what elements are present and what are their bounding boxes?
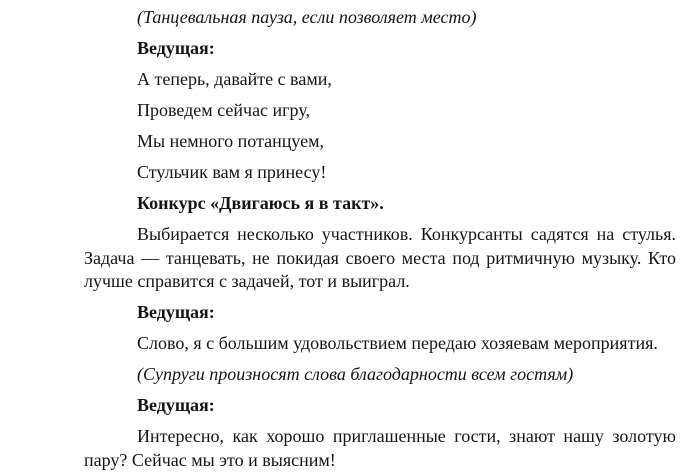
verse-line: Проведем сейчас игру,	[137, 100, 311, 120]
stage-direction: (Супруги произносят слова благодарности всем гостям)	[137, 364, 574, 384]
contest-description: Выбирается несколько участников. Конкурсанты садятся на стулья. Задача — танцевать, не покидая своего места под ритмичную музыку. Кто лучше справится с задачей, тот и выиграл.	[84, 224, 676, 291]
verse-line: А теперь, давайте с вами,	[137, 69, 332, 89]
speaker-heading: Ведущая:	[137, 395, 215, 415]
speaker-heading: Ведущая:	[137, 302, 215, 322]
closing-question: Интересно, как хорошо приглашенные гости, знают нашу золотую пару? Сейчас мы это и выясним!	[84, 426, 676, 470]
stage-direction: (Танцевальная пауза, если позволяет место)	[137, 7, 477, 27]
verse-line: Стульчик вам я принесу!	[137, 162, 327, 182]
verse-line: Мы немного потанцуем,	[137, 131, 325, 151]
speaker-heading: Ведущая:	[137, 38, 215, 58]
body-line: Слово, я с большим удовольствием передаю хозяевам мероприятия.	[137, 333, 658, 353]
contest-heading: Конкурс «Двигаюсь я в такт».	[137, 193, 384, 213]
